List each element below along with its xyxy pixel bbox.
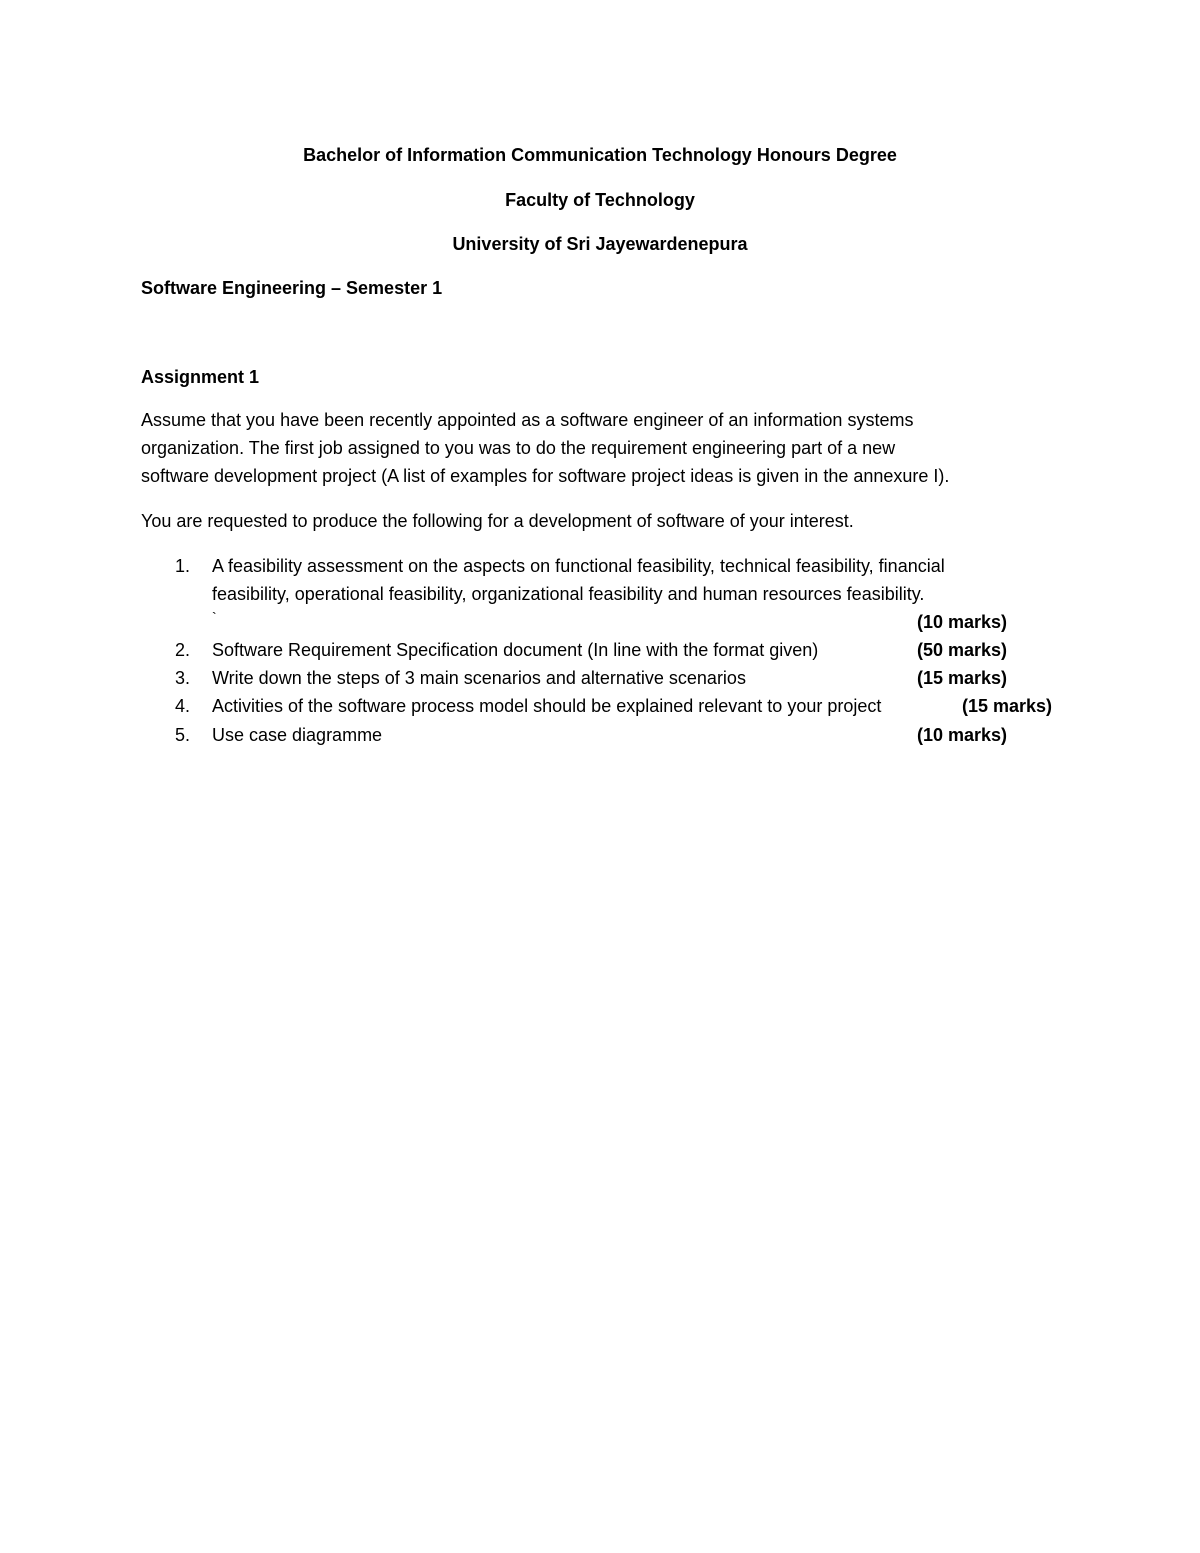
assignment-title: Assignment 1 (141, 367, 260, 387)
item-text: Write down the steps of 3 main scenarios and alternative scenarios (212, 668, 746, 688)
item-marks: (50 marks) (917, 640, 1008, 660)
item-text: Activities of the software process model should be explained relevant to your project (212, 696, 882, 716)
university-heading: University of Sri Jayewardenepura (452, 234, 748, 254)
item-number: 2. (175, 640, 191, 660)
item-text: Use case diagramme (212, 725, 383, 745)
item-marks: (10 marks) (917, 725, 1008, 745)
item-number: 1. (175, 556, 191, 576)
item-text: Software Requirement Specification document (In line with the format given) (212, 640, 819, 660)
stray-mark: ` (212, 609, 217, 625)
intro-line: organization. The first job assigned to you was to do the requirement engineering part of a new (141, 438, 896, 458)
item-text: A feasibility assessment on the aspects on functional feasibility, technical feasibility, financial (212, 556, 945, 576)
intro-line: software development project (A list of examples for software project ideas is given in the annexure I). (141, 466, 950, 486)
course-heading: Software Engineering – Semester 1 (141, 278, 443, 298)
item-number: 3. (175, 668, 191, 688)
item-marks: (15 marks) (917, 668, 1008, 688)
faculty-heading: Faculty of Technology (505, 190, 695, 210)
intro-line: Assume that you have been recently appointed as a software engineer of an information systems (141, 410, 914, 430)
item-marks: (10 marks) (917, 612, 1008, 632)
request-paragraph: You are requested to produce the following for a development of software of your interest. (141, 511, 854, 531)
item-number: 4. (175, 696, 191, 716)
item-marks: (15 marks) (962, 696, 1053, 716)
item-text: feasibility, operational feasibility, organizational feasibility and human resources feasibility. (212, 584, 925, 604)
item-number: 5. (175, 725, 191, 745)
degree-heading: Bachelor of Information Communication Technology Honours Degree (303, 145, 897, 165)
